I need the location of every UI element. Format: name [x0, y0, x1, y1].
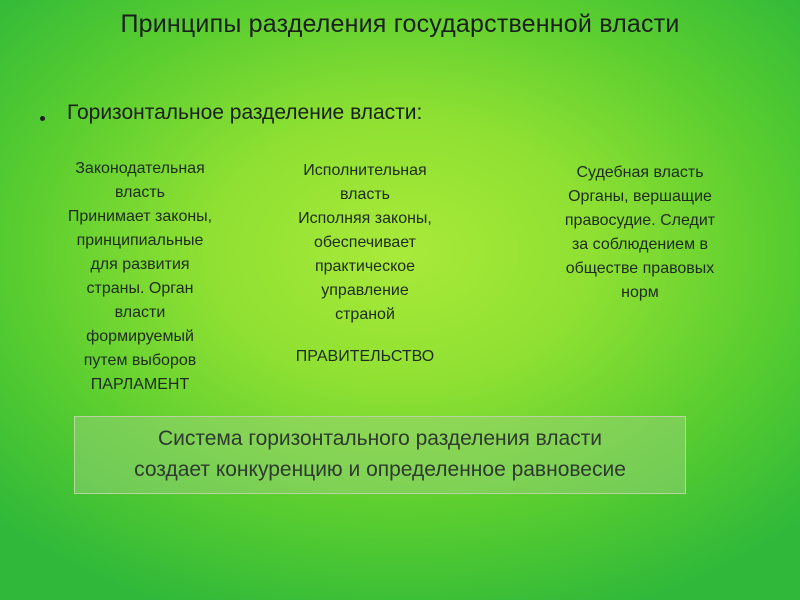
executive-line: обеспечивает	[314, 234, 416, 251]
legislative-line: формируемый	[86, 328, 194, 345]
judicial-line: за соблюдением в	[571, 236, 709, 253]
legislative-line: Принимает законы,	[67, 208, 213, 225]
legislative-line: для развития	[90, 256, 190, 273]
legislative-power-column	[40, 157, 240, 397]
executive-line: Исполнительная	[303, 162, 427, 179]
legislative-line: путем выборов	[83, 352, 197, 369]
executive-line: страной	[335, 306, 395, 323]
judicial-power-column	[525, 161, 755, 305]
executive-line: практическое	[314, 258, 416, 275]
executive-line: власть	[339, 186, 391, 203]
executive-line: Исполняя законы,	[298, 210, 432, 227]
spacer	[265, 327, 465, 345]
judicial-line: правосудие. Следит	[564, 212, 716, 229]
executive-body: ПРАВИТЕЛЬСТВО	[295, 348, 435, 365]
bullet-dot-icon	[40, 116, 45, 121]
judicial-line: Судебная власть	[576, 164, 704, 181]
legislative-line: власти	[114, 304, 166, 321]
legislative-line: Законодательная	[75, 160, 205, 177]
executive-power-column	[265, 159, 465, 369]
judicial-line: обществе правовых	[565, 260, 715, 277]
summary-line: создает конкуренцию и определенное равновесие	[134, 458, 626, 481]
summary-line: Система горизонтального разделения власти	[157, 427, 603, 450]
legislative-line: принципиальные	[76, 232, 204, 249]
judicial-line: Органы, вершащие	[568, 188, 712, 205]
legislative-line: власть	[114, 184, 166, 201]
legislative-line: страны. Орган	[86, 280, 194, 297]
summary-text	[74, 423, 686, 485]
judicial-line: норм	[621, 284, 659, 301]
legislative-body: ПАРЛАМЕНТ	[90, 376, 190, 393]
bullet-text: Горизонтальное разделение власти:	[67, 101, 423, 124]
slide-title: Принципы разделения государственной власти	[120, 10, 680, 38]
bullet-point	[40, 101, 422, 125]
executive-line: управление	[321, 282, 409, 299]
